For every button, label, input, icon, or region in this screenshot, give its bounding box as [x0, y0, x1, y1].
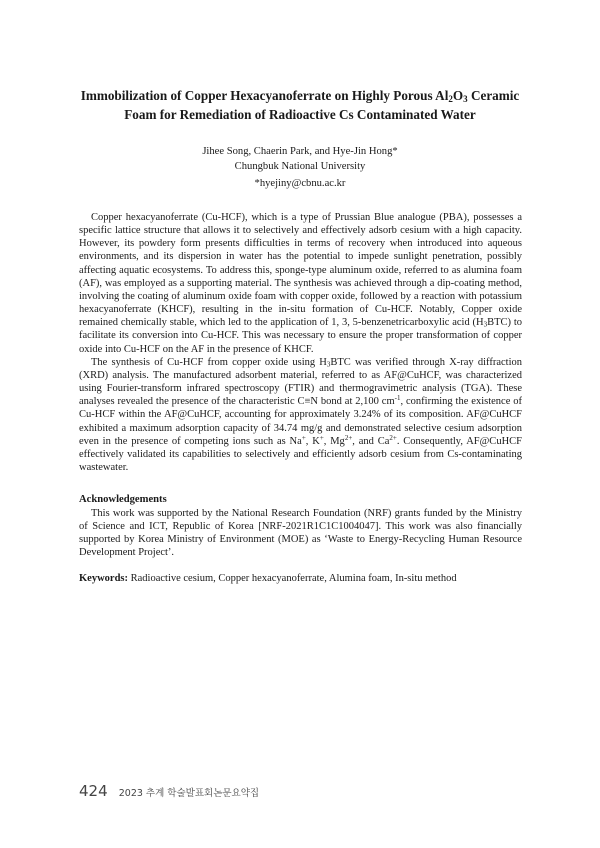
affiliation: Chungbuk National University [234, 161, 366, 172]
abstract-p2-text-c: , confirming the existence of Cu-HCF within the AF@CuHCF, accounting for approximately 3.24% of its composition. AF@CuHCF exhibited a maximum adsorption capacity of 34.74 mg/g and demonstrated selective cesium adsorption even in the presence of competing ions such as Na [79, 396, 522, 447]
keywords [79, 572, 522, 585]
title-text-1: Immobilization of Copper Hexacyanoferrate on Highly Porous Al [80, 88, 449, 103]
page-number: 424 [79, 782, 108, 800]
abstract-p1-text-b: BTC) to facilitate its conversion into Cu-HCF. This was necessary to ensure the proper transformation of copper oxide into Cu-HCF on the AF in the presence of KHCF. [79, 317, 522, 355]
publication-name: 2023 추계 학술발표회논문요약집 [118, 788, 260, 799]
abstract-p1-subscript: 3 [483, 320, 488, 329]
abstract-p2-text-b: BTC was verified through X-ray diffraction (XRD) analysis. The manufactured adsorbent material, referred to as AF@CuHCF, was characterized using Fourier-transform infrared spectroscopy (FTIR) and thermogravimetric analysis (TGA). These analyses revealed the presence of the characteristic C≡N bond at 2,100 cm [79, 356, 522, 408]
keywords-list: Radioactive cesium, Copper hexacyanoferrate, Alumina foam, In-situ method [128, 573, 457, 584]
paper-title [70, 86, 530, 124]
acknowledgements-heading: Acknowledgements [79, 494, 167, 505]
author-list: Jihee Song, Chaerin Park, and Hye-Jin Hong* [202, 146, 398, 157]
abstract-p2-text-a: The synthesis of Cu-HCF from copper oxide using H [91, 356, 327, 368]
abstract-p2-text-d: , K [305, 435, 320, 447]
abstract-p2-superscript-2: + [301, 433, 306, 442]
abstract [79, 211, 522, 474]
abstract-p2-superscript-1: -1 [394, 394, 401, 403]
page-footer [79, 781, 259, 800]
keywords-label: Keywords: [79, 573, 128, 584]
abstract-p2-superscript-5: 2+ [389, 433, 397, 442]
acknowledgements-text: This work was supported by the National Research Foundation (NRF) grants funded by the Ministry of Science and ICT, Republic of Korea [NRF-2021R1C1C1004047]. This work was also financially supported by Korea Ministry of Environment (MOE) as ‘Waste to Energy-Recycling Human Resource Development Project’. [79, 508, 522, 559]
abstract-paragraph-1 [79, 211, 522, 356]
abstract-paragraph-2 [79, 356, 522, 474]
abstract-p2-subscript: 3 [326, 360, 331, 369]
title-subscript-1: 2 [448, 94, 453, 104]
title-text-3: Ceramic Foam for Remediation of Radioactive Cs Contaminated Water [124, 88, 520, 122]
abstract-p2-text-e: , Mg [323, 435, 345, 447]
abstract-p2-text-f: , and Ca [352, 435, 390, 447]
abstract-p2-text-g: . Consequently, AF@CuHCF effectively validated its capabilities to selectively and efficiently adsorb cesium from Cs-contaminating wastewater. [79, 435, 522, 473]
title-text-2: O [452, 88, 464, 103]
abstract-p2-superscript-3: + [319, 433, 324, 442]
abstract-p2-superscript-4: 2+ [344, 433, 353, 442]
abstract-p1-text-a: Copper hexacyanoferrate (Cu-HCF), which is a type of Prussian Blue analogue (PBA), possesses a specific lattice structure that allows it to selectively and effectively adsorb cesium with a high capacity. However, its powdery form presents difficulties in terms of recovery when introduced into aqueous environments, and its dispersion in water has the potential to impede sunlight penetration, possibly affecting aquatic ecosystems. To address this, sponge-type aluminum oxide, referred to as alumina foam (AF), was employed as a supporting material. The synthesis was achieved through a dip-coating method, involving the coating of aluminum oxide foam with copper oxide, followed by a reaction with potassium hexacyanoferrate (KHCF), resulting in the in-situ formation of Cu-HCF. Notably, Copper oxide remained chemically stable, which led to the application of 1, 3, 5-benzenetricarboxylic acid (H [79, 212, 522, 329]
title-subscript-2: 3 [463, 94, 468, 104]
corresponding-email: *hyejiny@cbnu.ac.kr [254, 178, 346, 189]
